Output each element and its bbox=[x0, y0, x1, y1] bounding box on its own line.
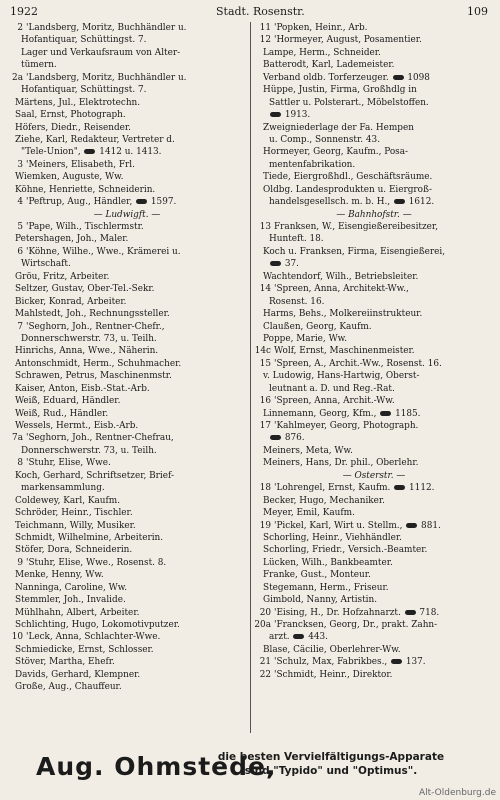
telephone-icon bbox=[270, 261, 281, 266]
line-text: arzt. 443. bbox=[269, 632, 329, 643]
line-text: 1913. bbox=[269, 110, 310, 120]
telephone-icon bbox=[270, 435, 281, 440]
house-number-entry bbox=[6, 159, 248, 171]
house-number: 14 bbox=[259, 284, 271, 295]
listing-line bbox=[6, 283, 248, 295]
line-text: 'Spreen, Anna, Architekt-Ww., bbox=[274, 284, 409, 295]
line-text: Meiners, Hans, Dr. phil., Oberlehr. bbox=[263, 458, 419, 469]
house-number-entry bbox=[6, 221, 248, 233]
line-text: 876. bbox=[269, 433, 305, 443]
house-number-entry bbox=[254, 619, 494, 631]
house-number-entry bbox=[6, 432, 248, 444]
listing-line bbox=[254, 333, 494, 345]
listing-line bbox=[6, 482, 248, 494]
listing-line bbox=[254, 383, 494, 395]
line-text: Stöfer, Dora, Schneiderin. bbox=[15, 545, 133, 556]
line-text: Nanninga, Caroline, Ww. bbox=[15, 582, 128, 593]
line-text: Höfers, Diedr., Reisender. bbox=[15, 122, 131, 133]
line-text: Märtens, Jul., Elektrotechn. bbox=[15, 97, 141, 108]
listing-line bbox=[254, 644, 494, 656]
listing-line bbox=[6, 233, 248, 245]
line-text: Donnerschwerstr. 73, u. Teilh. bbox=[21, 445, 157, 456]
listing-line bbox=[6, 345, 248, 357]
listing-line bbox=[6, 532, 248, 544]
listing-line bbox=[6, 644, 248, 656]
house-number-entry bbox=[254, 607, 494, 619]
house-number-entry bbox=[6, 557, 248, 569]
house-number-entry bbox=[6, 246, 248, 258]
telephone-icon bbox=[380, 411, 391, 416]
line-text: Claußen, Georg, Kaufm. bbox=[263, 321, 372, 332]
column-divider bbox=[250, 22, 251, 733]
listing-line bbox=[6, 59, 248, 71]
right-column bbox=[254, 22, 494, 733]
listing-line bbox=[6, 47, 248, 59]
line-text: 'Eising, H., Dr. Hofzahnarzt. 718. bbox=[274, 607, 440, 618]
line-text: 'Meiners, Elisabeth, Frl. bbox=[26, 159, 135, 170]
listing-line bbox=[6, 146, 248, 158]
listing-line bbox=[6, 383, 248, 395]
house-number-entry bbox=[6, 72, 248, 84]
house-number-entry bbox=[254, 520, 494, 532]
listing-line bbox=[254, 594, 494, 606]
listing-line bbox=[6, 619, 248, 631]
house-number: 3 bbox=[17, 159, 23, 170]
line-text: 'Peftrup, Aug., Händler, 1597. bbox=[26, 197, 177, 208]
house-number-entry bbox=[254, 420, 494, 432]
line-text: Gimbold, Nanny, Artistin. bbox=[263, 595, 378, 606]
line-text: Meyer, Emil, Kaufm. bbox=[263, 508, 355, 519]
house-number: 18 bbox=[259, 483, 271, 494]
line-text: Batterodt, Karl, Lademeister. bbox=[263, 60, 395, 71]
house-number-entry bbox=[254, 345, 494, 357]
listing-line bbox=[6, 470, 248, 482]
line-text: Petershagen, Joh., Maler. bbox=[15, 234, 129, 245]
line-text: Schorling, Heinr., Viehhändler. bbox=[263, 532, 402, 543]
telephone-icon bbox=[406, 523, 417, 528]
house-number-entry bbox=[254, 221, 494, 233]
line-text: handelsgesellsch. m. b. H., 1612. bbox=[269, 197, 435, 208]
listing-line bbox=[6, 520, 248, 532]
listing-line bbox=[254, 47, 494, 59]
house-number: 9 bbox=[17, 557, 23, 568]
ad-line-1: die besten Vervielfältigungs-Apparate bbox=[217, 751, 445, 763]
listing-line bbox=[6, 370, 248, 382]
listing-line bbox=[6, 594, 248, 606]
line-text: Koch u. Franksen, Firma, Eisengießerei, bbox=[263, 246, 446, 257]
line-text: Weiß, Eduard, Händler. bbox=[15, 396, 121, 407]
line-text: Lampe, Herm., Schneider. bbox=[263, 47, 381, 58]
line-text: Menke, Henny, Ww. bbox=[15, 570, 104, 581]
line-text: Schrawen, Petrus, Maschinenmstr. bbox=[15, 371, 172, 382]
line-text: Verband oldb. Torferzeuger. 1098 bbox=[263, 72, 430, 83]
listing-line bbox=[6, 445, 248, 457]
street-range: Stadt. Rosenstr. bbox=[216, 5, 305, 18]
house-number: 6 bbox=[17, 246, 23, 257]
listing-line bbox=[254, 134, 494, 146]
house-number-entry bbox=[254, 22, 494, 34]
line-text: Hofantiquar, Schüttingst. 7. bbox=[21, 35, 147, 46]
section-heading bbox=[6, 209, 248, 221]
house-number: 10 bbox=[11, 632, 23, 643]
listing-line bbox=[6, 134, 248, 146]
line-text: Coldewey, Karl, Kaufm. bbox=[15, 495, 121, 506]
line-text: Ziehe, Karl, Redakteur, Vertreter d. bbox=[15, 134, 175, 145]
telephone-icon bbox=[405, 610, 416, 615]
listing-line bbox=[254, 271, 494, 283]
year: 1922 bbox=[10, 5, 38, 18]
line-text: Saal, Ernst, Photograph. bbox=[15, 110, 126, 121]
section-heading bbox=[254, 470, 494, 482]
listing-line bbox=[6, 544, 248, 556]
line-text: Bicker, Konrad, Arbeiter. bbox=[15, 296, 127, 307]
line-text: Stegemann, Herm., Friseur. bbox=[263, 582, 389, 593]
line-text: Franksen, W., Eisengießereibesitzer, bbox=[274, 222, 439, 232]
line-text: 'Lohrengel, Ernst, Kaufm. 1112. bbox=[274, 483, 435, 494]
line-text: Rosenst. 16. bbox=[269, 296, 325, 307]
listing-line bbox=[6, 420, 248, 432]
house-number: 2a bbox=[12, 72, 23, 83]
line-text: 'Stuhr, Elise, Wwe. bbox=[26, 458, 111, 469]
house-number: 15 bbox=[259, 358, 271, 369]
listing-line bbox=[6, 122, 248, 134]
house-number-entry bbox=[254, 358, 494, 370]
listing-line bbox=[254, 321, 494, 333]
line-text: Hüppe, Justin, Firma, Großhdlg in bbox=[263, 85, 417, 96]
line-text: 37. bbox=[269, 259, 299, 269]
listing-line bbox=[254, 246, 494, 258]
house-number: 20a bbox=[254, 620, 271, 630]
listing-line bbox=[6, 495, 248, 507]
house-number: 7 bbox=[17, 321, 23, 332]
line-text: "Tele-Union", 1412 u. 1413. bbox=[21, 147, 162, 158]
listing-line bbox=[254, 296, 494, 308]
line-text: 'Köhne, Wilhe., Wwe., Krämerei u. bbox=[26, 246, 181, 257]
house-number-entry bbox=[254, 656, 494, 668]
line-text: 'Schmidt, Heinr., Direktor. bbox=[274, 669, 393, 680]
line-text: Wachtendorf, Wilh., Betriebsleiter. bbox=[263, 271, 419, 282]
line-text: Antonschmidt, Herm., Schuhmacher. bbox=[15, 358, 182, 369]
house-number-entry bbox=[254, 283, 494, 295]
telephone-icon bbox=[270, 112, 281, 117]
house-number: 21 bbox=[259, 657, 271, 668]
listing-line bbox=[6, 681, 248, 693]
house-number-entry bbox=[254, 669, 494, 681]
line-text: 'Schulz, Max, Fabrikbes., 137. bbox=[274, 657, 426, 668]
listing-line bbox=[6, 84, 248, 96]
source-credit: Alt-Oldenburg.de bbox=[418, 788, 496, 798]
line-text: Schorling, Friedr., Versich.-Beamter. bbox=[263, 545, 428, 556]
line-text: Hunteft. 18. bbox=[269, 234, 324, 245]
line-text: Koch, Gerhard, Schriftsetzer, Brief- bbox=[15, 470, 174, 481]
line-text: 'Seghorn, Joh., Rentner-Chefrau, bbox=[26, 433, 174, 444]
line-text: 'Seghorn, Joh., Rentner-Chefr., bbox=[26, 321, 165, 332]
listing-line bbox=[6, 109, 248, 121]
house-number-entry bbox=[254, 34, 494, 46]
line-text: Schmidt, Wilhelmine, Arbeiterin. bbox=[15, 532, 164, 543]
house-number: 19 bbox=[259, 520, 271, 531]
house-number-entry bbox=[254, 482, 494, 494]
house-number-entry bbox=[6, 457, 248, 469]
line-text: 'Hormeyer, August, Posamentier. bbox=[274, 35, 422, 46]
line-text: Zweigniederlage der Fa. Hempen bbox=[263, 122, 414, 133]
line-text: Davids, Gerhard, Klempner. bbox=[15, 669, 141, 680]
line-text: Wiemken, Auguste, Ww. bbox=[15, 172, 124, 183]
house-number: 17 bbox=[259, 421, 271, 431]
listing-line bbox=[6, 408, 248, 420]
line-text: Poppe, Marie, Ww. bbox=[263, 333, 348, 344]
line-text: Hinrichs, Anna, Wwe., Näherin. bbox=[15, 346, 159, 357]
house-number: 8 bbox=[17, 458, 23, 469]
listing-line bbox=[254, 432, 494, 444]
line-text: Sattler u. Polsterart., Möbelstoffen. bbox=[269, 97, 429, 108]
listing-line bbox=[6, 184, 248, 196]
listing-line bbox=[6, 669, 248, 681]
telephone-icon bbox=[394, 485, 405, 490]
line-text: 'Pape, Wilh., Tischlermstr. bbox=[26, 222, 144, 232]
listing-line bbox=[254, 457, 494, 469]
line-text: 'Spreen, Anna, Archit.-Ww. bbox=[274, 396, 395, 407]
advertisement-text bbox=[200, 750, 462, 778]
line-text: Becker, Hugo, Mechaniker. bbox=[263, 495, 385, 506]
line-text: Mahlstedt, Joh., Rechnungssteller. bbox=[15, 309, 170, 320]
telephone-icon bbox=[136, 199, 147, 204]
line-text: Oldbg. Landesprodukten u. Eiergroß- bbox=[263, 184, 432, 195]
listing-line bbox=[6, 171, 248, 183]
listing-line bbox=[254, 544, 494, 556]
line-text: Schlichting, Hugo, Lokomotivputzer. bbox=[15, 620, 180, 630]
line-text: Wolf, Ernst, Maschinenmeister. bbox=[274, 346, 415, 357]
listing-line bbox=[6, 308, 248, 320]
line-text: Hofantiquar, Schüttingst. 7. bbox=[21, 85, 147, 96]
house-number-entry bbox=[6, 196, 248, 208]
house-number: 5 bbox=[17, 222, 23, 232]
listing-line bbox=[254, 184, 494, 196]
listing-line bbox=[254, 84, 494, 96]
line-text: v. Ludowig, Hans-Hartwig, Oberst- bbox=[263, 371, 420, 382]
listing-line bbox=[6, 569, 248, 581]
telephone-icon bbox=[391, 659, 402, 664]
line-text: 'Landsberg, Moritz, Buchhändler u. bbox=[26, 72, 187, 83]
house-number: 2 bbox=[17, 23, 23, 33]
house-number: 13 bbox=[259, 222, 271, 232]
listing-line bbox=[6, 271, 248, 283]
house-number: 7a bbox=[12, 433, 23, 444]
listing-line bbox=[254, 370, 494, 382]
listing-line bbox=[6, 582, 248, 594]
listing-line bbox=[254, 631, 494, 643]
listing-line bbox=[6, 258, 248, 270]
listing-line bbox=[254, 408, 494, 420]
listing-line bbox=[254, 196, 494, 208]
listing-line bbox=[254, 233, 494, 245]
listing-line bbox=[254, 557, 494, 569]
line-text: Teichmann, Willy, Musiker. bbox=[15, 520, 136, 531]
line-text: Schröder, Heinr., Tischler. bbox=[15, 508, 133, 519]
house-number: 20 bbox=[259, 607, 271, 618]
line-text: 'Landsberg, Moritz, Buchhändler u. bbox=[26, 23, 187, 33]
advertiser-name: Aug. Ohmstede, bbox=[36, 752, 277, 781]
line-text: Tiede, Eiergroßhdl., Geschäftsräume. bbox=[263, 172, 433, 183]
line-text: Große, Aug., Chauffeur. bbox=[15, 682, 122, 693]
line-text: Wessels, Hermt., Eisb.-Arb. bbox=[15, 421, 139, 431]
listing-line bbox=[254, 445, 494, 457]
listing-line bbox=[254, 171, 494, 183]
house-number: 14c bbox=[254, 346, 271, 357]
listing-line bbox=[254, 495, 494, 507]
line-text: — Bahnhofstr. — bbox=[336, 209, 412, 220]
line-text: Köhne, Henriette, Schneiderin. bbox=[15, 184, 156, 195]
line-text: — Ludwigft. — bbox=[93, 209, 161, 220]
listing-line bbox=[6, 358, 248, 370]
telephone-icon bbox=[84, 149, 95, 154]
line-text: Blase, Cäcilie, Oberlehrer-Ww. bbox=[263, 644, 401, 655]
listing-line bbox=[254, 146, 494, 158]
listing-line bbox=[254, 308, 494, 320]
line-text: tümern. bbox=[21, 60, 57, 71]
listing-line bbox=[254, 159, 494, 171]
listing-line bbox=[254, 507, 494, 519]
house-number: 12 bbox=[259, 35, 271, 46]
listing-line bbox=[6, 656, 248, 668]
line-text: Hormeyer, Georg, Kaufm., Posa- bbox=[263, 147, 409, 158]
line-text: 'Popken, Heinr., Arb. bbox=[274, 23, 368, 33]
line-text: leutnant a. D. und Reg.-Rat. bbox=[269, 383, 395, 394]
line-text: 'Kahlmeyer, Georg, Photograph. bbox=[274, 421, 419, 431]
house-number: 4 bbox=[17, 197, 23, 208]
house-number-entry bbox=[254, 395, 494, 407]
telephone-icon bbox=[293, 634, 304, 639]
listing-line bbox=[254, 532, 494, 544]
page-number: 109 bbox=[467, 5, 488, 18]
line-text: Gröu, Fritz, Arbeiter. bbox=[15, 271, 110, 282]
listing-line bbox=[6, 395, 248, 407]
line-text: Mühlhahn, Albert, Arbeiter. bbox=[15, 607, 140, 618]
line-text: Kaiser, Anton, Eisb.-Stat.-Arb. bbox=[15, 383, 150, 394]
listing-line bbox=[6, 333, 248, 345]
page-header bbox=[6, 2, 494, 20]
listing-line bbox=[254, 258, 494, 270]
listing-line bbox=[6, 607, 248, 619]
listing-line bbox=[6, 507, 248, 519]
line-text: mentenfabrikation. bbox=[269, 159, 356, 170]
line-text: 'Pickel, Karl, Wirt u. Stellm., 881. bbox=[274, 520, 441, 531]
line-text: markensammlung. bbox=[21, 483, 105, 494]
line-text: Linnemann, Georg, Kfm., 1185. bbox=[263, 408, 421, 419]
advertisement bbox=[0, 742, 500, 800]
line-text: Weiß, Rud., Händler. bbox=[15, 408, 109, 419]
house-number: 11 bbox=[259, 23, 271, 33]
house-number: 22 bbox=[259, 669, 271, 680]
ad-line-2: sind "Typido" und "Optimus". bbox=[244, 765, 418, 777]
line-text: Lager und Verkaufsraum von Alter- bbox=[21, 47, 181, 58]
line-text: Lücken, Wilh., Bankbeamter. bbox=[263, 557, 393, 568]
listing-line bbox=[6, 34, 248, 46]
house-number-entry bbox=[6, 631, 248, 643]
listing-line bbox=[254, 59, 494, 71]
line-text: 'Spreen, A., Archit.-Ww., Rosenst. 16. bbox=[274, 358, 442, 369]
line-text: 'Francksen, Georg, Dr., prakt. Zahn- bbox=[274, 620, 438, 630]
line-text: 'Leck, Anna, Schlachter-Wwe. bbox=[26, 632, 161, 643]
house-number: 16 bbox=[259, 396, 271, 407]
line-text: Seltzer, Gustav, Ober-Tel.-Sekr. bbox=[15, 284, 155, 295]
listing-line bbox=[254, 97, 494, 109]
house-number-entry bbox=[6, 22, 248, 34]
listing-line bbox=[254, 72, 494, 84]
listing-line bbox=[254, 582, 494, 594]
telephone-icon bbox=[394, 199, 405, 204]
telephone-icon bbox=[393, 75, 404, 80]
left-column bbox=[6, 22, 248, 733]
listing-line bbox=[6, 97, 248, 109]
line-text: Meiners, Meta, Ww. bbox=[263, 445, 353, 456]
line-text: Harms, Behs., Molkereiinstrukteur. bbox=[263, 309, 423, 320]
line-text: Schmiedicke, Ernst, Schlosser. bbox=[15, 644, 154, 655]
line-text: u. Comp., Sonnenstr. 43. bbox=[269, 134, 381, 145]
section-heading bbox=[254, 209, 494, 221]
line-text: — Osterstr. — bbox=[342, 470, 406, 481]
line-text: Stemmler, Joh., Invalide. bbox=[15, 595, 126, 606]
line-text: Stöver, Martha, Ehefr. bbox=[15, 657, 115, 668]
listing-line bbox=[254, 109, 494, 121]
listing-line bbox=[6, 296, 248, 308]
line-text: Donnerschwerstr. 73, u. Teilh. bbox=[21, 333, 157, 344]
line-text: Franke, Gust., Monteur. bbox=[263, 570, 371, 581]
line-text: Wirtschaft. bbox=[21, 259, 71, 270]
listing-line bbox=[254, 569, 494, 581]
house-number-entry bbox=[6, 321, 248, 333]
listing-line bbox=[254, 122, 494, 134]
line-text: 'Stuhr, Elise, Wwe., Rosenst. 8. bbox=[26, 557, 167, 568]
